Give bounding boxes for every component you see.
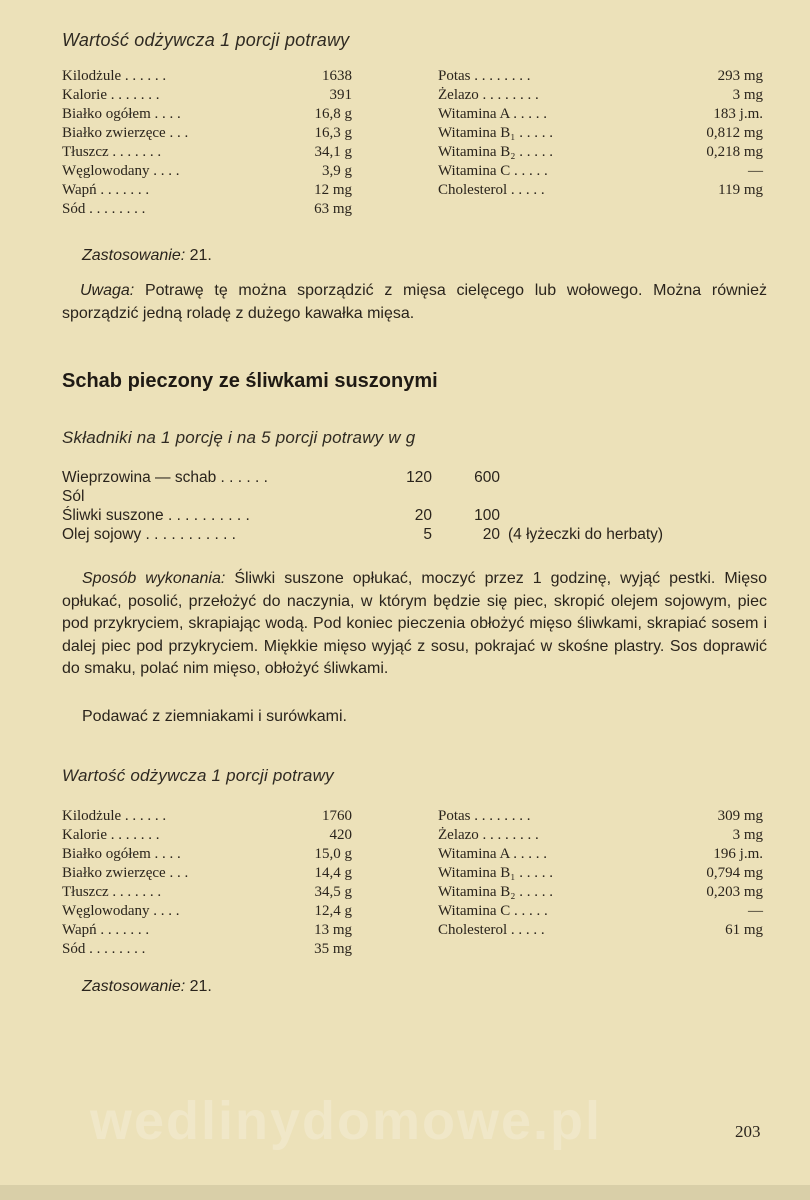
ingredient-row [62, 525, 663, 544]
serving-text: Podawać z ziemniakami i surówkami. [82, 708, 347, 725]
application-label: Zastosowanie: [82, 978, 186, 995]
nutrient-value: — [748, 163, 763, 179]
nutrient-label: Potas . . . . . . . . [438, 68, 531, 84]
nutrition-row [62, 67, 352, 86]
nutrition-row [62, 181, 352, 200]
nutrient-label: Wapń . . . . . . . [62, 922, 150, 938]
nutrient-value: 35 mg [314, 941, 352, 957]
nutrient-value: 34,1 g [314, 144, 352, 160]
nutrient-value: — [748, 903, 763, 919]
nutrient-label: Witamina A . . . . . [438, 106, 547, 122]
nutrient-label: Cholesterol . . . . . [438, 922, 545, 938]
nutrient-label: Sód . . . . . . . . [62, 941, 146, 957]
nutrient-label: Węglowodany . . . . [62, 163, 180, 179]
ingredient-qty-1: 20 [414, 507, 432, 524]
nutrition-row [62, 105, 352, 124]
nutrition-row [62, 86, 352, 105]
nutrient-value: 12,4 g [314, 903, 352, 919]
application-label: Zastosowanie: [82, 247, 186, 264]
nutrient-label: Żelazo . . . . . . . . [438, 87, 539, 103]
nutrient-label: Witamina B₂ . . . . . [438, 144, 554, 160]
nutrition-row [438, 124, 763, 143]
nutrient-value: 183 j.m. [713, 106, 763, 122]
nutrition-row [438, 162, 763, 181]
nutrition-row [62, 902, 352, 921]
nutrient-value: 391 [329, 87, 352, 103]
nutrition-row [62, 940, 352, 959]
nutrition-row [62, 143, 352, 162]
ingredient-qty-1: 120 [406, 469, 432, 486]
nutrient-value: 196 j.m. [713, 846, 763, 862]
nutrition-row [62, 921, 352, 940]
nutrition-row [438, 883, 763, 902]
watermark: wedlinydomowe.pl [90, 1091, 603, 1151]
nutrient-value: 1760 [322, 808, 352, 824]
nutrition-row [438, 902, 763, 921]
method-paragraph [62, 568, 767, 681]
nutrient-label: Kalorie . . . . . . . [62, 827, 160, 843]
nutrient-value: 12 mg [314, 182, 352, 198]
application-value: 21. [189, 247, 212, 264]
nutrient-label: Witamina B₁ . . . . . [438, 865, 554, 881]
note-lead: Uwaga: [80, 282, 135, 299]
nutrition-row [438, 807, 763, 826]
nutrient-label: Tłuszcz . . . . . . . [62, 144, 162, 160]
ingredient-qty-5: 100 [474, 507, 500, 524]
nutrient-label: Białko ogółem . . . . [62, 846, 181, 862]
nutrient-value: 13 mg [314, 922, 352, 938]
nutrition-table-1-right [438, 67, 763, 200]
nutrition-row [438, 181, 763, 200]
nutrition-row [438, 86, 763, 105]
nutrient-value: 309 mg [717, 808, 763, 824]
nutrient-value: 61 mg [725, 922, 763, 938]
ingredient-row [62, 468, 663, 487]
method-text: Śliwki suszone opłukać, moczyć przez 1 godzinę, wyjąć pestki. Mięso opłukać, posolić, przełożyć do naczynia, w którym będzie się piec, skropić olejem sojowym, piec pod przykryciem, skrapiając wodą. Pod koniec pieczenia obłożyć mięso śliwkami, skrapiać sosem i dalej piec pod przykryciem. Miękkie mięso wyjąć z sosu, pokrajać w skośne plastry. Sos doprawić do smaku, polać nim mięso, obłożyć śliwkami. [62, 570, 767, 677]
ingredient-qty-5 [432, 487, 500, 506]
page-edge [0, 1185, 810, 1200]
nutrient-value: 3 mg [732, 87, 763, 103]
ingredient-name: Olej sojowy . . . . . . . . . . . [62, 526, 236, 543]
nutrient-label: Tłuszcz . . . . . . . [62, 884, 162, 900]
nutrient-label: Witamina C . . . . . [438, 163, 548, 179]
nutrient-label: Białko zwierzęce . . . [62, 865, 189, 881]
nutrition-heading-1: Wartość odżywcza 1 porcji potrawy [62, 30, 350, 50]
recipe-title: Schab pieczony ze śliwkami suszonymi [62, 370, 438, 392]
nutrient-value: 420 [329, 827, 352, 843]
nutrient-value: 293 mg [717, 68, 763, 84]
nutrition-row [438, 845, 763, 864]
nutrient-label: Wapń . . . . . . . [62, 182, 150, 198]
nutrient-label: Cholesterol . . . . . [438, 182, 545, 198]
nutrient-label: Witamina B₂ . . . . . [438, 884, 554, 900]
ingredient-note [500, 468, 508, 487]
nutrient-label: Kilodżule . . . . . . [62, 68, 167, 84]
nutrition-row [438, 105, 763, 124]
nutrient-label: Węglowodany . . . . [62, 903, 180, 919]
nutrient-value: 16,8 g [314, 106, 352, 122]
nutrient-label: Białko zwierzęce . . . [62, 125, 189, 141]
nutrient-value: 3,9 g [322, 163, 352, 179]
nutrient-label: Kilodżule . . . . . . [62, 808, 167, 824]
ingredient-name: Śliwki suszone . . . . . . . . . . [62, 507, 250, 524]
nutrient-label: Białko ogółem . . . . [62, 106, 181, 122]
ingredient-row [62, 487, 663, 506]
nutrition-row [438, 143, 763, 162]
nutrition-row [438, 864, 763, 883]
nutrient-value: 0,794 mg [706, 865, 763, 881]
nutrient-label: Witamina B₁ . . . . . [438, 125, 554, 141]
nutrition-row [62, 845, 352, 864]
ingredient-qty-5: 20 [482, 526, 500, 543]
ingredient-name: Wieprzowina — schab . . . . . . [62, 469, 268, 486]
nutrient-value: 0,812 mg [706, 125, 763, 141]
ingredient-note: (4 łyżeczki do herbaty) [508, 526, 664, 543]
nutrient-value: 14,4 g [314, 865, 352, 881]
application-1 [82, 247, 212, 265]
note-paragraph [62, 280, 767, 325]
note-text: Potrawę tę można sporządzić z mięsa cielęcego lub wołowego. Można również sporządzić jedną roladę z dużego kawałka mięsa. [62, 282, 767, 322]
nutrient-value: 16,3 g [314, 125, 352, 141]
nutrient-value: 3 mg [732, 827, 763, 843]
ingredient-row [62, 506, 663, 525]
nutrient-label: Witamina C . . . . . [438, 903, 548, 919]
ingredient-note [500, 506, 508, 525]
nutrition-table-2-left [62, 807, 352, 959]
nutrient-label: Sód . . . . . . . . [62, 201, 146, 217]
nutrient-label: Żelazo . . . . . . . . [438, 827, 539, 843]
nutrient-label: Potas . . . . . . . . [438, 808, 531, 824]
nutrition-row [438, 826, 763, 845]
nutrition-heading-2: Wartość odżywcza 1 porcji potrawy [62, 766, 334, 785]
application-2 [82, 978, 212, 996]
page-number: 203 [735, 1122, 761, 1141]
nutrient-value: 119 mg [718, 182, 763, 198]
ingredients-heading: Składniki na 1 porcję i na 5 porcji potrawy w g [62, 428, 416, 447]
nutrition-row [62, 200, 352, 219]
ingredient-qty-1 [392, 487, 432, 506]
nutrient-value: 63 mg [314, 201, 352, 217]
nutrition-row [62, 864, 352, 883]
nutrition-table-2-right [438, 807, 763, 940]
nutrition-row [438, 67, 763, 86]
nutrient-label: Witamina A . . . . . [438, 846, 547, 862]
method-lead: Sposób wykonania: [82, 570, 226, 587]
nutrient-value: 0,203 mg [706, 884, 763, 900]
ingredient-note [500, 487, 508, 506]
nutrition-row [62, 826, 352, 845]
nutrition-table-1-left [62, 67, 352, 219]
ingredient-qty-1: 5 [423, 526, 432, 543]
nutrient-value: 0,218 mg [706, 144, 763, 160]
ingredients-table [62, 468, 663, 544]
nutrient-value: 34,5 g [314, 884, 352, 900]
nutrition-row [62, 124, 352, 143]
application-value: 21. [189, 978, 212, 995]
ingredient-name: Sól [62, 488, 85, 505]
nutrition-row [62, 807, 352, 826]
nutrition-row [62, 883, 352, 902]
ingredient-qty-5: 600 [474, 469, 500, 486]
nutrient-value: 1638 [322, 68, 352, 84]
nutrition-row [62, 162, 352, 181]
nutrition-row [438, 921, 763, 940]
nutrient-value: 15,0 g [314, 846, 352, 862]
serving-paragraph [62, 706, 767, 729]
nutrient-label: Kalorie . . . . . . . [62, 87, 160, 103]
